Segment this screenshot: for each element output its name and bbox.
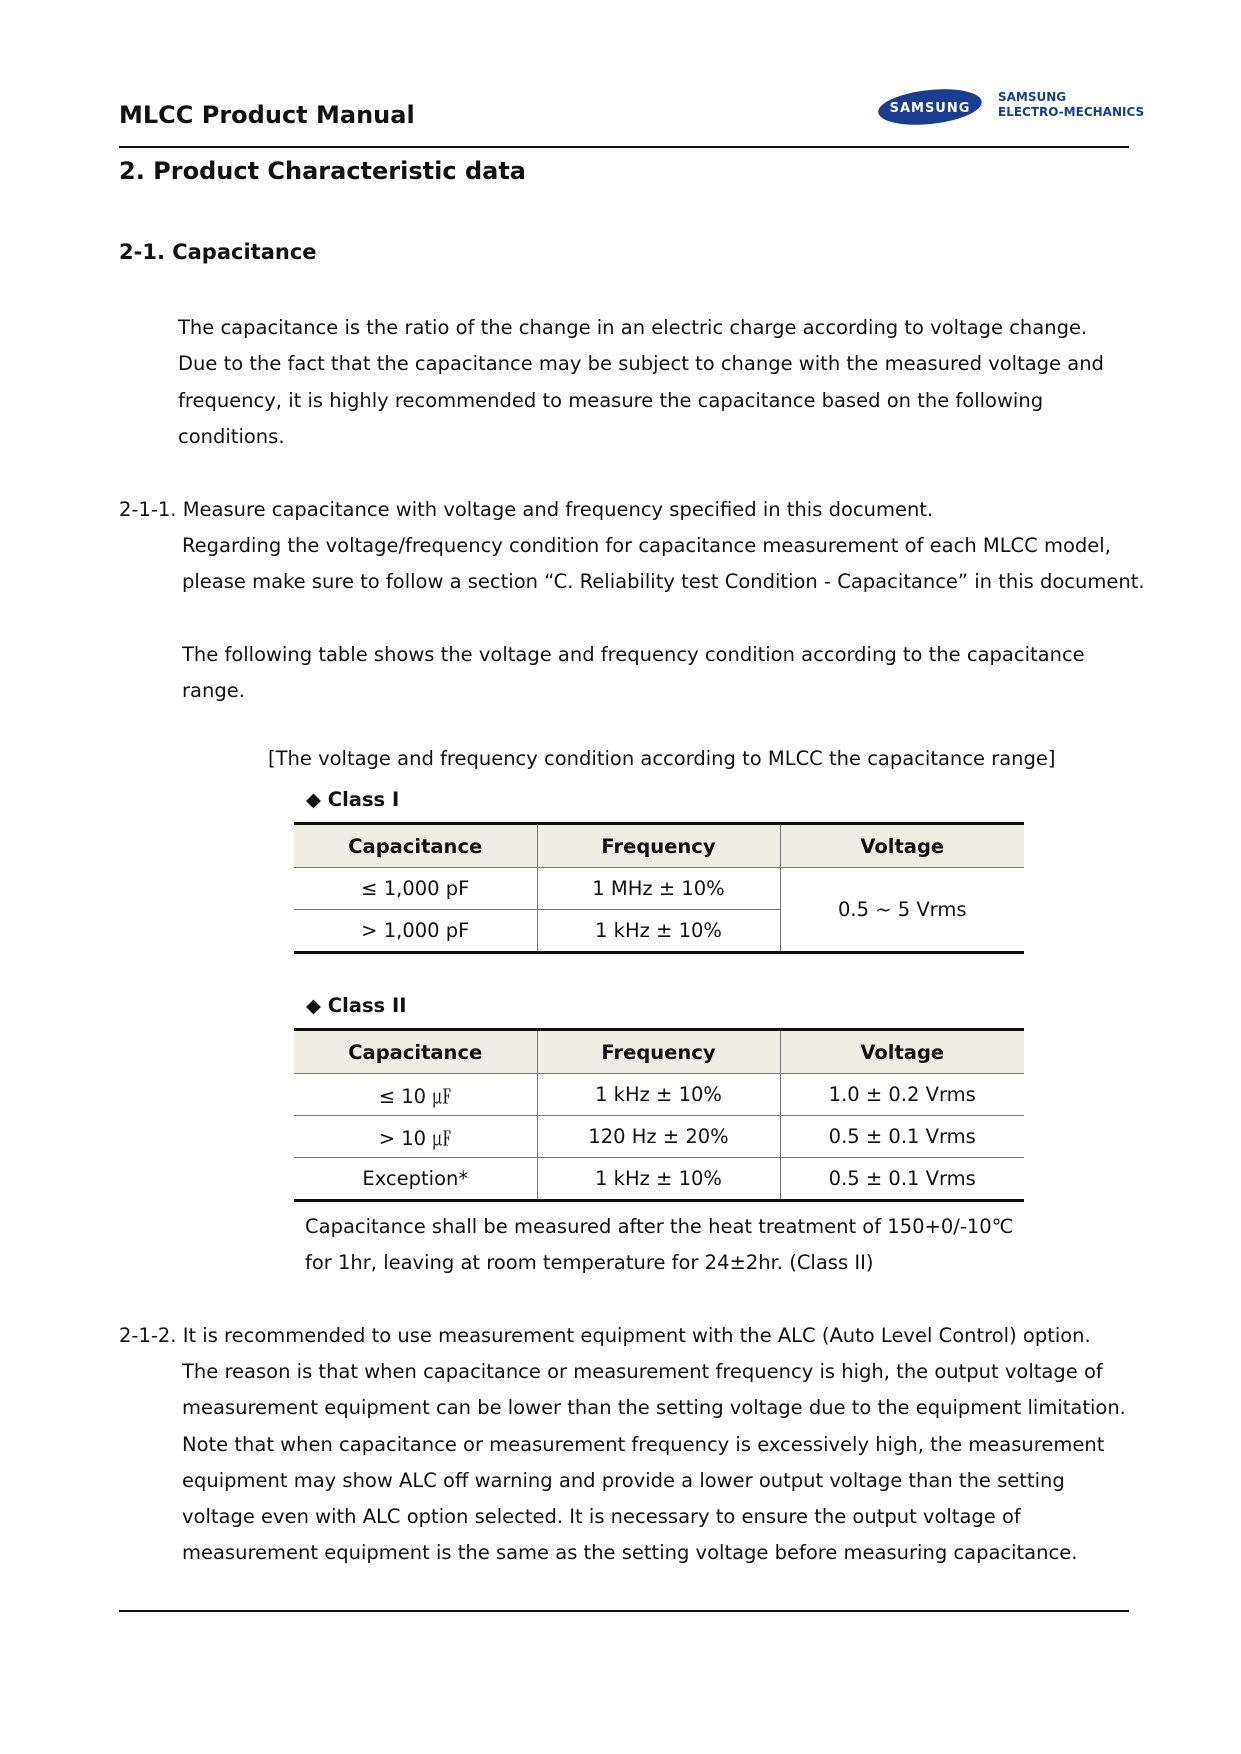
intro-line: The capacitance is the ratio of the change in an electric charge according to voltage change.	[178, 316, 1088, 339]
item-2-1-2-lead: 2-1-2. It is recommended to use measurement equipment with the ALC (Auto Level Control) option.	[119, 1324, 1091, 1347]
table-header-row	[294, 824, 1024, 868]
class-i-table	[294, 822, 1024, 954]
table-intro-line: The following table shows the voltage and frequency condition according to the capacitance	[182, 643, 1085, 666]
item-line: voltage even with ALC option selected. It is necessary to ensure the output voltage of	[182, 1505, 1021, 1529]
class-ii-label: ◆ Class II	[306, 994, 407, 1017]
item-line: The reason is that when capacitance or measurement frequency is high, the output voltage of	[182, 1360, 1103, 1383]
logo-line-2: ELECTRO-MECHANICS	[998, 105, 1145, 119]
item-line: equipment may show ALC off warning and provide a lower output voltage than the setting	[182, 1468, 1065, 1492]
subsection-title: 2-1. Capacitance	[119, 240, 317, 264]
cell-voltage: 1.0 ± 0.2 Vrms	[780, 1074, 1024, 1116]
note-line: Capacitance shall be measured after the heat treatment of 150+0/-10℃	[305, 1215, 1014, 1238]
item-line: Regarding the voltage/frequency condition for capacitance measurement of each MLCC model,	[182, 534, 1111, 557]
item-2-1-1-lead: 2-1-1. Measure capacitance with voltage and frequency specified in this document.	[119, 498, 934, 521]
intro-line: frequency, it is highly recommended to measure the capacitance based on the following	[178, 388, 1044, 412]
header-capacitance: Capacitance	[294, 824, 537, 868]
header-voltage: Voltage	[780, 1030, 1024, 1074]
cell-capacitance: ≤ 10 ㎌	[294, 1074, 537, 1116]
header-frequency: Frequency	[537, 824, 780, 868]
item-line: measurement equipment can be lower than the setting voltage due to the equipment limitation.	[182, 1396, 1126, 1420]
class-ii-table	[294, 1028, 1024, 1202]
cell-voltage: 0.5 ± 0.1 Vrms	[780, 1158, 1024, 1201]
cell-capacitance: ≤ 1,000 pF	[294, 868, 537, 910]
intro-paragraph	[178, 310, 1104, 455]
table-row	[294, 868, 1024, 910]
item-line: Note that when capacitance or measurement frequency is excessively high, the measurement	[182, 1432, 1105, 1456]
header-frequency: Frequency	[537, 1030, 780, 1074]
document-title: MLCC Product Manual	[119, 101, 415, 129]
header-capacitance: Capacitance	[294, 1030, 537, 1074]
logo-wordmark: SAMSUNG	[889, 101, 971, 116]
logo-company-name	[998, 90, 1144, 120]
footer-divider	[119, 1610, 1129, 1612]
table-row	[294, 1158, 1024, 1201]
item-line: measurement equipment is the same as the setting voltage before measuring capacitance.	[182, 1541, 1078, 1565]
note-line: for 1hr, leaving at room temperature for 24±2hr. (Class II)	[305, 1251, 874, 1275]
cell-voltage: 0.5 ~ 5 Vrms	[780, 868, 1024, 953]
cell-frequency: 1 kHz ± 10%	[537, 1074, 780, 1116]
table-row	[294, 1074, 1024, 1116]
samsung-logo	[876, 87, 984, 127]
intro-line: Due to the fact that the capacitance may be subject to change with the measured voltage and	[178, 352, 1104, 376]
cell-capacitance: > 10 ㎌	[294, 1116, 537, 1158]
header-divider	[119, 146, 1129, 148]
item-line: please make sure to follow a section “C. Reliability test Condition - Capacitance” in this document.	[182, 570, 1145, 594]
cell-voltage: 0.5 ± 0.1 Vrms	[780, 1116, 1024, 1158]
table-caption: [The voltage and frequency condition according to MLCC the capacitance range]	[268, 747, 1056, 770]
table-intro	[182, 637, 1085, 710]
cell-frequency: 1 kHz ± 10%	[537, 1158, 780, 1201]
cell-frequency: 1 MHz ± 10%	[537, 868, 780, 910]
heat-treatment-note	[305, 1209, 1014, 1282]
table-intro-line: range.	[182, 679, 245, 703]
item-2-1-1-body	[182, 528, 1145, 601]
cell-frequency: 120 Hz ± 20%	[537, 1116, 780, 1158]
table-row	[294, 1116, 1024, 1158]
logo-line-1: SAMSUNG	[998, 90, 1067, 104]
header-voltage: Voltage	[780, 824, 1024, 868]
cell-capacitance: Exception*	[294, 1158, 537, 1201]
section-title: 2. Product Characteristic data	[119, 157, 526, 185]
item-2-1-2-body	[182, 1354, 1126, 1572]
table-header-row	[294, 1030, 1024, 1074]
class-i-label: ◆ Class I	[306, 788, 400, 811]
intro-line: conditions.	[178, 424, 285, 448]
cell-capacitance: > 1,000 pF	[294, 910, 537, 953]
cell-frequency: 1 kHz ± 10%	[537, 910, 780, 953]
